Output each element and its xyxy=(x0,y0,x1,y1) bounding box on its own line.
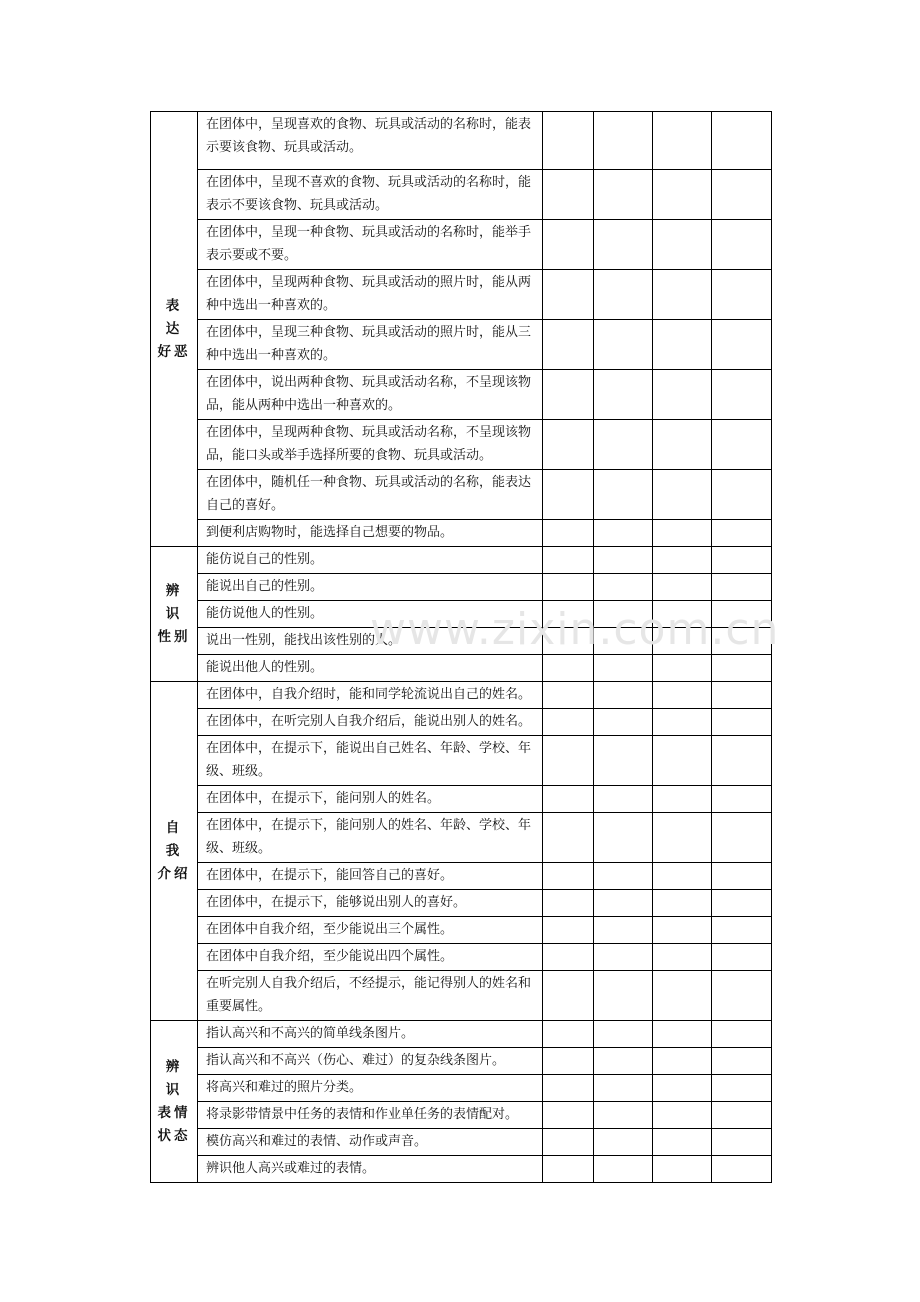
table-row xyxy=(151,520,772,547)
item-text: 在团体中自我介绍，至少能说出四个属性。 xyxy=(198,944,543,971)
score-cell[interactable] xyxy=(594,574,653,601)
score-cell[interactable] xyxy=(712,971,772,1021)
category-label: 表情 xyxy=(157,1104,191,1121)
score-cell[interactable] xyxy=(712,1156,772,1183)
item-text: 在团体中，呈现喜欢的食物、玩具或活动的名称时，能表示要该食物、玩具或活动。 xyxy=(198,112,543,170)
score-cell[interactable] xyxy=(712,220,772,270)
score-cell[interactable] xyxy=(594,813,653,863)
table-row xyxy=(151,370,772,420)
item-text: 在团体中，呈现不喜欢的食物、玩具或活动的名称时，能表示不要该食物、玩具或活动。 xyxy=(198,170,543,220)
table-row xyxy=(151,1156,772,1183)
score-cell[interactable] xyxy=(712,601,772,628)
table-row xyxy=(151,170,772,220)
score-cell[interactable] xyxy=(653,628,712,655)
score-cell[interactable] xyxy=(543,1102,594,1129)
item-text: 将录影带情景中任务的表情和作业单任务的表情配对。 xyxy=(198,1102,543,1129)
score-cell[interactable] xyxy=(653,971,712,1021)
score-cell[interactable] xyxy=(543,420,594,470)
category-cell xyxy=(151,112,198,547)
score-cell[interactable] xyxy=(712,470,772,520)
score-cell[interactable] xyxy=(594,890,653,917)
score-cell[interactable] xyxy=(712,270,772,320)
score-cell[interactable] xyxy=(653,944,712,971)
score-cell[interactable] xyxy=(712,547,772,574)
score-cell[interactable] xyxy=(543,170,594,220)
score-cell[interactable] xyxy=(594,736,653,786)
table-row xyxy=(151,944,772,971)
score-cell[interactable] xyxy=(543,470,594,520)
score-cell[interactable] xyxy=(712,112,772,170)
score-cell[interactable] xyxy=(712,863,772,890)
score-cell[interactable] xyxy=(543,574,594,601)
table-row xyxy=(151,270,772,320)
score-cell[interactable] xyxy=(653,709,712,736)
score-cell[interactable] xyxy=(653,220,712,270)
table-row xyxy=(151,917,772,944)
score-cell[interactable] xyxy=(594,628,653,655)
category-cell xyxy=(151,547,198,682)
score-cell[interactable] xyxy=(712,813,772,863)
category-label: 状态 xyxy=(157,1127,191,1144)
score-cell[interactable] xyxy=(712,370,772,420)
item-text: 指认高兴和不高兴（伤心、难过）的复杂线条图片。 xyxy=(198,1048,543,1075)
score-cell[interactable] xyxy=(653,813,712,863)
score-cell[interactable] xyxy=(543,547,594,574)
item-text: 在团体中自我介绍，至少能说出三个属性。 xyxy=(198,917,543,944)
category-cell xyxy=(151,682,198,1021)
table-row xyxy=(151,1048,772,1075)
score-cell[interactable] xyxy=(543,1048,594,1075)
score-cell[interactable] xyxy=(543,112,594,170)
score-cell[interactable] xyxy=(712,736,772,786)
score-cell[interactable] xyxy=(594,170,653,220)
table-row xyxy=(151,786,772,813)
table-row xyxy=(151,220,772,270)
table-row xyxy=(151,682,772,709)
table-row xyxy=(151,320,772,370)
score-cell[interactable] xyxy=(543,944,594,971)
score-cell[interactable] xyxy=(653,420,712,470)
score-cell[interactable] xyxy=(712,917,772,944)
score-cell[interactable] xyxy=(594,1129,653,1156)
score-cell[interactable] xyxy=(712,944,772,971)
score-cell[interactable] xyxy=(653,890,712,917)
item-text: 在团体中，在提示下，能问别人的姓名。 xyxy=(198,786,543,813)
score-cell[interactable] xyxy=(712,520,772,547)
score-cell[interactable] xyxy=(594,682,653,709)
category-label: 辨 识 xyxy=(165,1058,183,1098)
score-cell[interactable] xyxy=(653,1102,712,1129)
score-cell[interactable] xyxy=(653,270,712,320)
score-cell[interactable] xyxy=(712,682,772,709)
table-row xyxy=(151,863,772,890)
score-cell[interactable] xyxy=(594,1156,653,1183)
score-cell[interactable] xyxy=(543,813,594,863)
score-cell[interactable] xyxy=(653,370,712,420)
item-text: 在团体中，呈现三种食物、玩具或活动的照片时，能从三种中选出一种喜欢的。 xyxy=(198,320,543,370)
score-cell[interactable] xyxy=(653,655,712,682)
score-cell[interactable] xyxy=(712,1129,772,1156)
score-cell[interactable] xyxy=(543,786,594,813)
score-cell[interactable] xyxy=(653,1129,712,1156)
table-row xyxy=(151,736,772,786)
score-cell[interactable] xyxy=(594,270,653,320)
score-cell[interactable] xyxy=(543,1156,594,1183)
score-cell[interactable] xyxy=(653,470,712,520)
score-cell[interactable] xyxy=(653,320,712,370)
table-row xyxy=(151,890,772,917)
item-text: 在团体中，说出两种食物、玩具或活动名称，不呈现该物品，能从两种中选出一种喜欢的。 xyxy=(198,370,543,420)
score-cell[interactable] xyxy=(543,370,594,420)
score-cell[interactable] xyxy=(594,709,653,736)
score-cell[interactable] xyxy=(712,709,772,736)
score-cell[interactable] xyxy=(543,270,594,320)
table-row xyxy=(151,1021,772,1048)
item-text: 指认高兴和不高兴的简单线条图片。 xyxy=(198,1021,543,1048)
table-row xyxy=(151,709,772,736)
category-label: 辨 识 xyxy=(165,582,183,622)
item-text: 在团体中，在听完别人自我介绍后，能说出别人的姓名。 xyxy=(198,709,543,736)
category-label: 自 我 xyxy=(165,819,183,859)
score-cell[interactable] xyxy=(712,628,772,655)
score-cell[interactable] xyxy=(594,112,653,170)
score-cell[interactable] xyxy=(594,601,653,628)
table-row xyxy=(151,1075,772,1102)
item-text: 在团体中，自我介绍时，能和同学轮流说出自己的姓名。 xyxy=(198,682,543,709)
score-cell[interactable] xyxy=(594,1021,653,1048)
score-cell[interactable] xyxy=(653,520,712,547)
table-row xyxy=(151,971,772,1021)
table-row xyxy=(151,655,772,682)
item-text: 在团体中，呈现一种食物、玩具或活动的名称时，能举手表示要或不要。 xyxy=(198,220,543,270)
table-row xyxy=(151,813,772,863)
score-cell[interactable] xyxy=(543,220,594,270)
score-cell[interactable] xyxy=(543,1129,594,1156)
table-row xyxy=(151,601,772,628)
category-cell xyxy=(151,1021,198,1183)
category-label: 介绍 xyxy=(157,865,191,882)
item-text: 在团体中，呈现两种食物、玩具或活动名称，不呈现该物品，能口头或举手选择所要的食物、玩具或活动。 xyxy=(198,420,543,470)
table-row xyxy=(151,547,772,574)
score-cell[interactable] xyxy=(543,1021,594,1048)
score-cell[interactable] xyxy=(594,863,653,890)
item-text: 在团体中，在提示下，能够说出别人的喜好。 xyxy=(198,890,543,917)
score-cell[interactable] xyxy=(594,786,653,813)
score-cell[interactable] xyxy=(594,470,653,520)
score-cell[interactable] xyxy=(543,1075,594,1102)
item-text: 在听完别人自我介绍后，不经提示，能记得别人的姓名和重要属性。 xyxy=(198,971,543,1021)
score-cell[interactable] xyxy=(653,682,712,709)
item-text: 在团体中，在提示下，能说出自己姓名、年龄、学校、年级、班级。 xyxy=(198,736,543,786)
item-text: 将高兴和难过的照片分类。 xyxy=(198,1075,543,1102)
table-row xyxy=(151,1129,772,1156)
score-cell[interactable] xyxy=(594,320,653,370)
score-cell[interactable] xyxy=(594,547,653,574)
item-text: 能说出自己的性别。 xyxy=(198,574,543,601)
score-cell[interactable] xyxy=(594,655,653,682)
score-cell[interactable] xyxy=(712,1102,772,1129)
score-cell[interactable] xyxy=(653,1156,712,1183)
watermark: www.zixin.com.cn xyxy=(370,604,780,655)
score-cell[interactable] xyxy=(653,917,712,944)
table-row xyxy=(151,112,772,170)
table-row xyxy=(151,628,772,655)
score-cell[interactable] xyxy=(712,1021,772,1048)
assessment-table xyxy=(150,111,772,1183)
score-cell[interactable] xyxy=(594,917,653,944)
score-cell[interactable] xyxy=(543,520,594,547)
score-cell[interactable] xyxy=(543,628,594,655)
item-text: 在团体中，在提示下，能问别人的姓名、年龄、学校、年级、班级。 xyxy=(198,813,543,863)
table-row xyxy=(151,1102,772,1129)
item-text: 能说出他人的性别。 xyxy=(198,655,543,682)
score-cell[interactable] xyxy=(653,112,712,170)
score-cell[interactable] xyxy=(543,890,594,917)
score-cell[interactable] xyxy=(653,574,712,601)
score-cell[interactable] xyxy=(712,170,772,220)
score-cell[interactable] xyxy=(594,370,653,420)
score-cell[interactable] xyxy=(653,1048,712,1075)
score-cell[interactable] xyxy=(712,655,772,682)
score-cell[interactable] xyxy=(712,574,772,601)
score-cell[interactable] xyxy=(653,736,712,786)
score-cell[interactable] xyxy=(543,320,594,370)
table-row xyxy=(151,470,772,520)
item-text: 模仿高兴和难过的表情、动作或声音。 xyxy=(198,1129,543,1156)
score-cell[interactable] xyxy=(594,971,653,1021)
score-cell[interactable] xyxy=(543,655,594,682)
score-cell[interactable] xyxy=(543,736,594,786)
item-text: 在团体中，在提示下，能回答自己的喜好。 xyxy=(198,863,543,890)
score-cell[interactable] xyxy=(594,1048,653,1075)
table-row xyxy=(151,420,772,470)
score-cell[interactable] xyxy=(712,420,772,470)
score-cell[interactable] xyxy=(594,420,653,470)
score-cell[interactable] xyxy=(543,971,594,1021)
score-cell[interactable] xyxy=(543,682,594,709)
score-cell[interactable] xyxy=(543,709,594,736)
item-text: 在团体中，呈现两种食物、玩具或活动的照片时，能从两种中选出一种喜欢的。 xyxy=(198,270,543,320)
score-cell[interactable] xyxy=(543,601,594,628)
score-cell[interactable] xyxy=(543,863,594,890)
table-row xyxy=(151,574,772,601)
item-text: 能仿说他人的性别。 xyxy=(198,601,543,628)
score-cell[interactable] xyxy=(653,1021,712,1048)
category-label: 表 达 xyxy=(165,297,183,337)
score-cell[interactable] xyxy=(594,220,653,270)
score-cell[interactable] xyxy=(712,890,772,917)
category-label: 好恶 xyxy=(157,343,191,360)
score-cell[interactable] xyxy=(653,1075,712,1102)
score-cell[interactable] xyxy=(653,601,712,628)
score-cell[interactable] xyxy=(712,1048,772,1075)
score-cell[interactable] xyxy=(653,170,712,220)
item-text: 辨识他人高兴或难过的表情。 xyxy=(198,1156,543,1183)
score-cell[interactable] xyxy=(594,520,653,547)
item-text: 说出一性别，能找出该性别的人。 xyxy=(198,628,543,655)
score-cell[interactable] xyxy=(712,1075,772,1102)
category-label: 性别 xyxy=(157,628,191,645)
score-cell[interactable] xyxy=(712,320,772,370)
score-cell[interactable] xyxy=(594,1102,653,1129)
score-cell[interactable] xyxy=(712,786,772,813)
item-text: 到便利店购物时，能选择自己想要的物品。 xyxy=(198,520,543,547)
item-text: 在团体中，随机任一种食物、玩具或活动的名称，能表达自己的喜好。 xyxy=(198,470,543,520)
score-cell[interactable] xyxy=(653,547,712,574)
score-cell[interactable] xyxy=(653,863,712,890)
item-text: 能仿说自己的性别。 xyxy=(198,547,543,574)
score-cell[interactable] xyxy=(653,786,712,813)
score-cell[interactable] xyxy=(594,1075,653,1102)
score-cell[interactable] xyxy=(594,944,653,971)
score-cell[interactable] xyxy=(543,917,594,944)
